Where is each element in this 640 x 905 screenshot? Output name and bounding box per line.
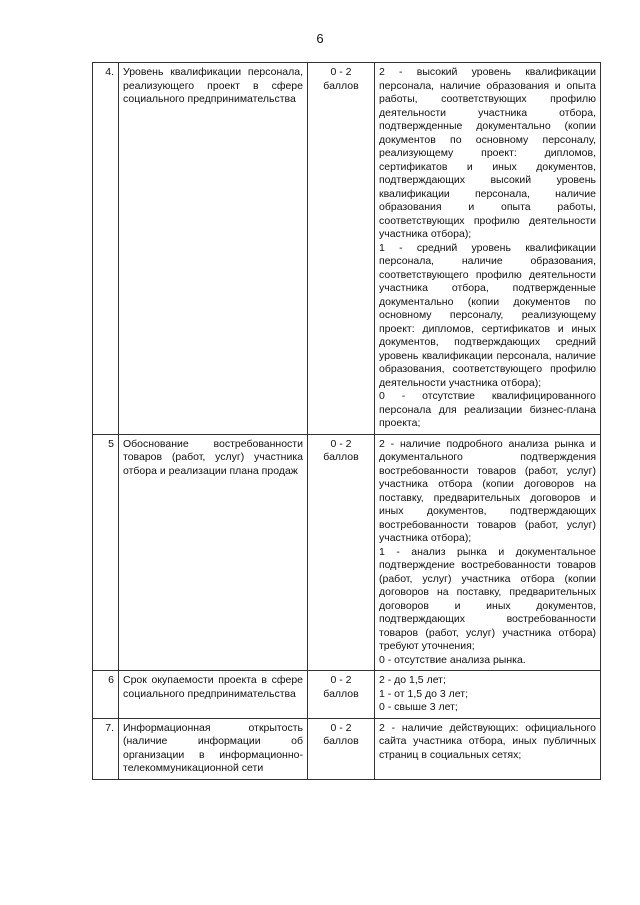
row-number: 6 — [93, 671, 119, 719]
page-number: 6 — [316, 31, 324, 46]
criterion-name: Информационная открытость (наличие информации об организации в информационно-телекоммуникационной сети — [119, 718, 308, 779]
criterion-name: Срок окупаемости проекта в сфере социального предпринимательства — [119, 671, 308, 719]
score-range: 0 - 2 баллов — [308, 434, 375, 671]
criterion-name: Уровень квалификации персонала, реализующего проект в сфере социального предпринимательства — [119, 63, 308, 435]
table-row — [93, 718, 601, 779]
score-description — [375, 718, 601, 779]
score-option: 0 - отсутствие квалифицированного персонала для реализации бизнес-плана проекта; — [379, 390, 596, 429]
row-number: 7. — [93, 718, 119, 779]
score-option: 2 - до 1,5 лет; — [379, 674, 446, 686]
score-option: 2 - наличие действующих: официального сайта участника отбора, иных публичных страниц в социальных сетях; — [379, 721, 596, 761]
criterion-name: Обоснование востребованности товаров (работ, услуг) участника отбора и реализации плана продаж — [119, 434, 308, 671]
score-range: 0 - 2 баллов — [308, 671, 375, 719]
score-option: 0 - отсутствие анализа рынка. — [379, 653, 526, 666]
row-number: 5 — [93, 434, 119, 671]
score-option: 2 - высокий уровень квалификации персонала, наличие образования и опыта работы, соответствующих профилю деятельности участника отбора, подтвержденные документально (копии документов по основному персоналу, реализующему проект: дипломов, сертификатов и иных документов, подтверждающих высокий уровень квалификации персонала, наличие образования и опыта работы, соответствующих профилю деятельности участника отбора); — [379, 66, 596, 240]
score-option: 2 - наличие подробного анализа рынка и документального подтверждения востребованности товаров (работ, услуг) участника отбора (копии договоров на поставку, предварительных договоров и иных документов, подтверждающих востребованности товаров (работ, услуг) участника отбора); — [379, 437, 596, 544]
score-option: 0 - свыше 3 лет; — [379, 701, 458, 713]
score-description — [375, 63, 601, 435]
score-description — [375, 434, 601, 671]
criteria-table — [92, 62, 601, 780]
table-row — [93, 434, 601, 671]
table-row — [93, 671, 601, 719]
score-option: 1 - анализ рынка и документальное подтверждение востребованности товаров (работ, услуг) участника отбора (копии договоров на поставку, предварительных договоров и иных документов, подтверждающих востребованности товаров (работ, услуг) участника отбора) требуют уточнения; — [379, 545, 596, 652]
score-option: 1 - от 1,5 до 3 лет; — [379, 687, 469, 700]
table-row — [93, 63, 601, 435]
row-number: 4. — [93, 63, 119, 435]
score-description — [375, 671, 601, 719]
score-option: 1 - средний уровень квалификации персонала, наличие образования, соответствующего профилю деятельности участника отбора, подтвержденные документально (копии документов по основному персоналу, реализующему проект: дипломов, сертификатов и иных документов, подтверждающих средний уровень квалификации персонала, наличие образования, соответствующего профилю деятельности участника отбора); — [379, 241, 596, 389]
score-range: 0 - 2 баллов — [308, 63, 375, 435]
score-range: 0 - 2 баллов — [308, 718, 375, 779]
